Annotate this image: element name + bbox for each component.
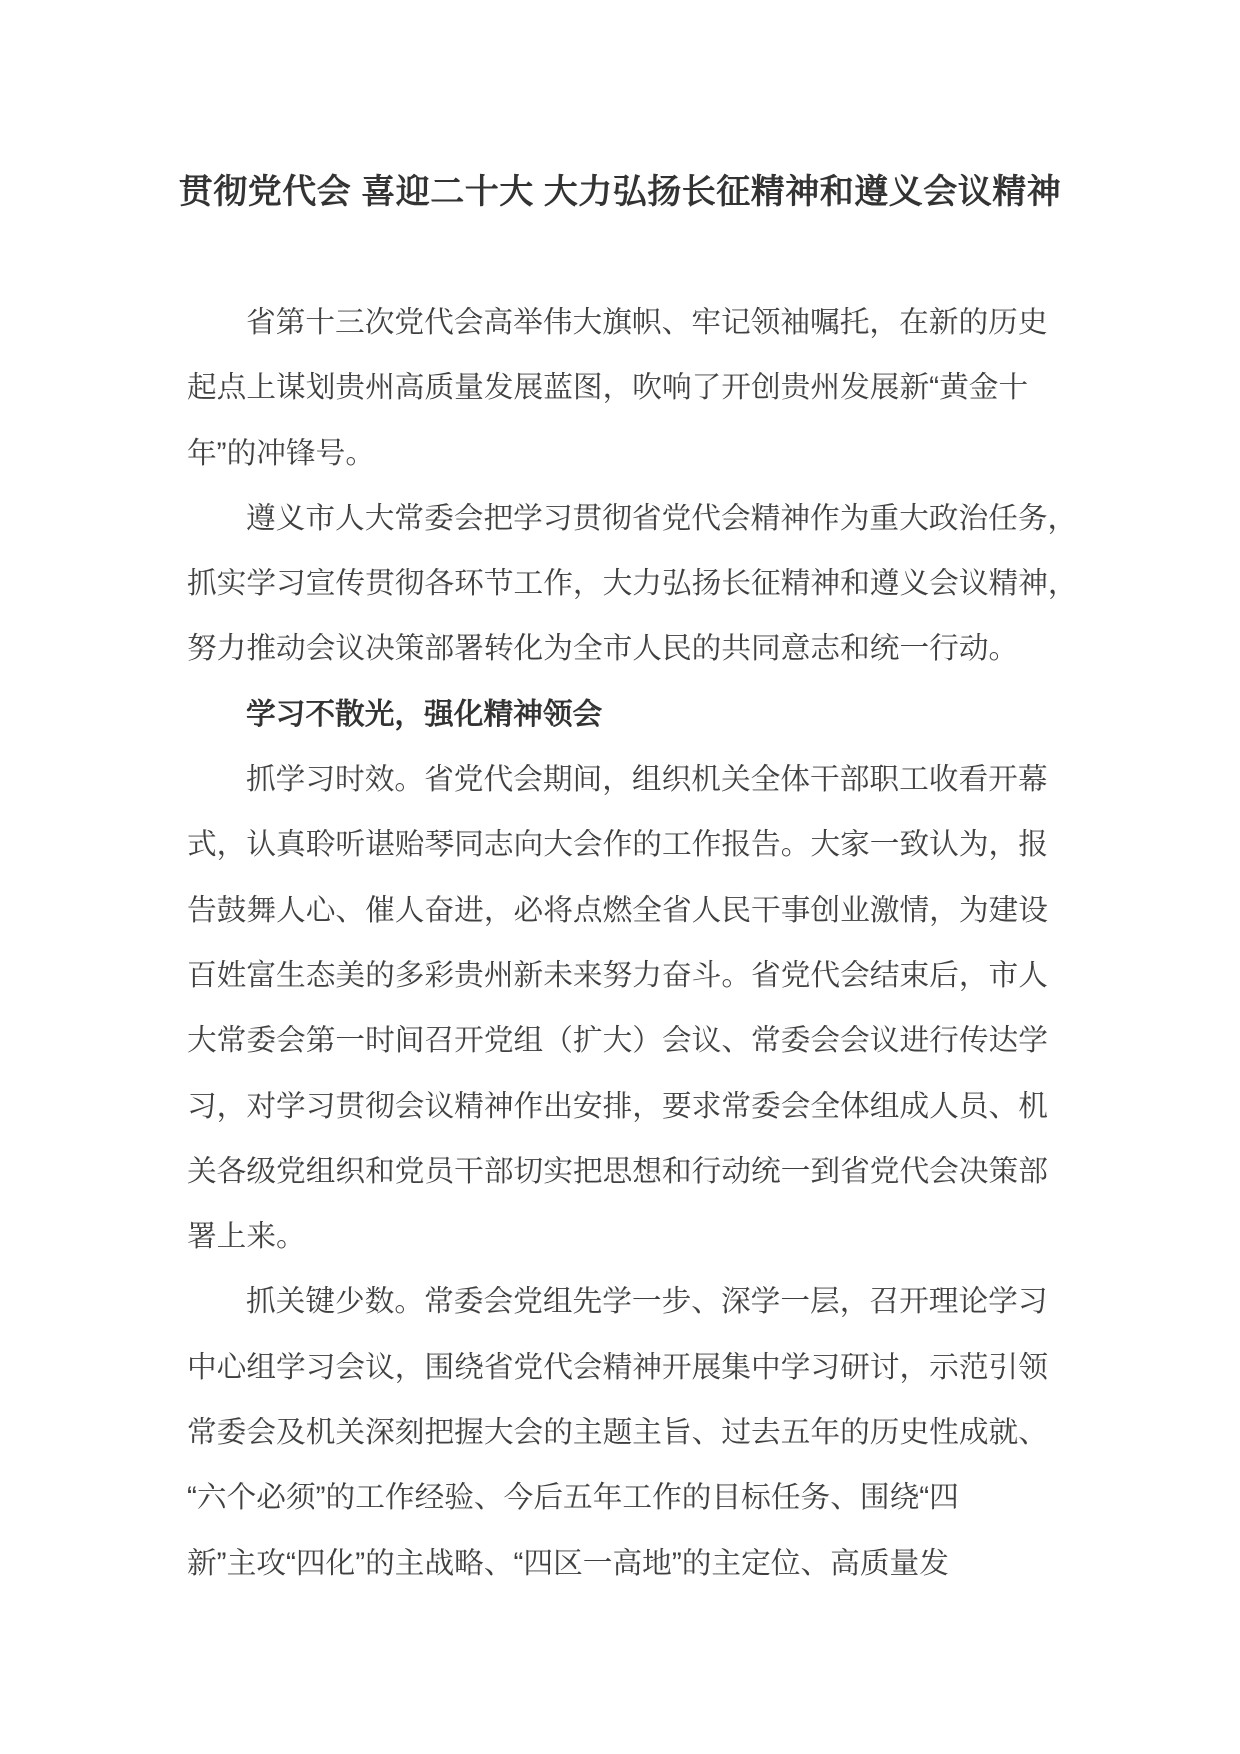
text-line: 中心组学习会议，围绕省党代会精神开展集中学习研讨，示范引领 <box>187 1350 1048 1384</box>
text-line: 署上来。 <box>187 1220 306 1254</box>
text-line: 习，对学习贯彻会议精神作出安排，要求常委会全体组成人员、机 <box>187 1089 1048 1123</box>
text-line: 努力推动会议决策部署转化为全市人民的共同意志和统一行动。 <box>187 632 1019 666</box>
paragraph <box>187 486 1090 682</box>
paragraph <box>187 747 1090 1269</box>
text-line: 新”主攻“四化”的主战略、“四区一高地”的主定位、高质量发 <box>187 1546 949 1580</box>
paragraph <box>187 290 1090 486</box>
text-line: 省第十三次党代会高举伟大旗帜、牢记领袖嘱托，在新的历史 <box>246 306 1048 339</box>
text-line: 常委会及机关深刻把握大会的主题主旨、过去五年的历史性成就、 <box>187 1416 1048 1450</box>
text-line: 告鼓舞人心、催人奋进，必将点燃全省人民干事创业激情，为建设 <box>187 893 1048 927</box>
text-line: 式，认真聆听谌贻琴同志向大会作的工作报告。大家一致认为，报 <box>187 828 1048 862</box>
text-line: 关各级党组织和党员干部切实把思想和行动统一到省党代会决策部 <box>187 1154 1048 1188</box>
text-line: 抓学习时效。省党代会期间，组织机关全体干部职工收看开幕 <box>246 763 1048 797</box>
section-heading <box>187 682 1090 747</box>
text-line: 抓关键少数。常委会党组先学一步、深学一层，召开理论学习 <box>246 1285 1048 1319</box>
text-line: 起点上谋划贵州高质量发展蓝图，吹响了开创贵州发展新“黄金十 <box>187 371 1029 405</box>
text-line: “六个必须”的工作经验、今后五年工作的目标任务、围绕“四 <box>187 1481 959 1515</box>
text-line: 抓实学习宣传贯彻各环节工作，大力弘扬长征精神和遵义会议精神， <box>187 567 1078 601</box>
text-line: 百姓富生态美的多彩贵州新未来努力奋斗。省党代会结束后，市人 <box>187 958 1048 992</box>
paragraph <box>187 1269 1090 1595</box>
text-line: 遵义市人大常委会把学习贯彻省党代会精神作为重大政治任务， <box>246 501 1078 535</box>
document-title: 贯彻党代会 喜迎二十大 大力弘扬长征精神和遵义会议精神 <box>178 173 1062 211</box>
document-body <box>0 290 1240 1596</box>
text-line: 大常委会第一时间召开党组（扩大）会议、常委会会议进行传达学 <box>187 1024 1048 1058</box>
text-line: 学习不散光，强化精神领会 <box>246 697 603 731</box>
text-line: 年”的冲锋号。 <box>187 436 376 470</box>
